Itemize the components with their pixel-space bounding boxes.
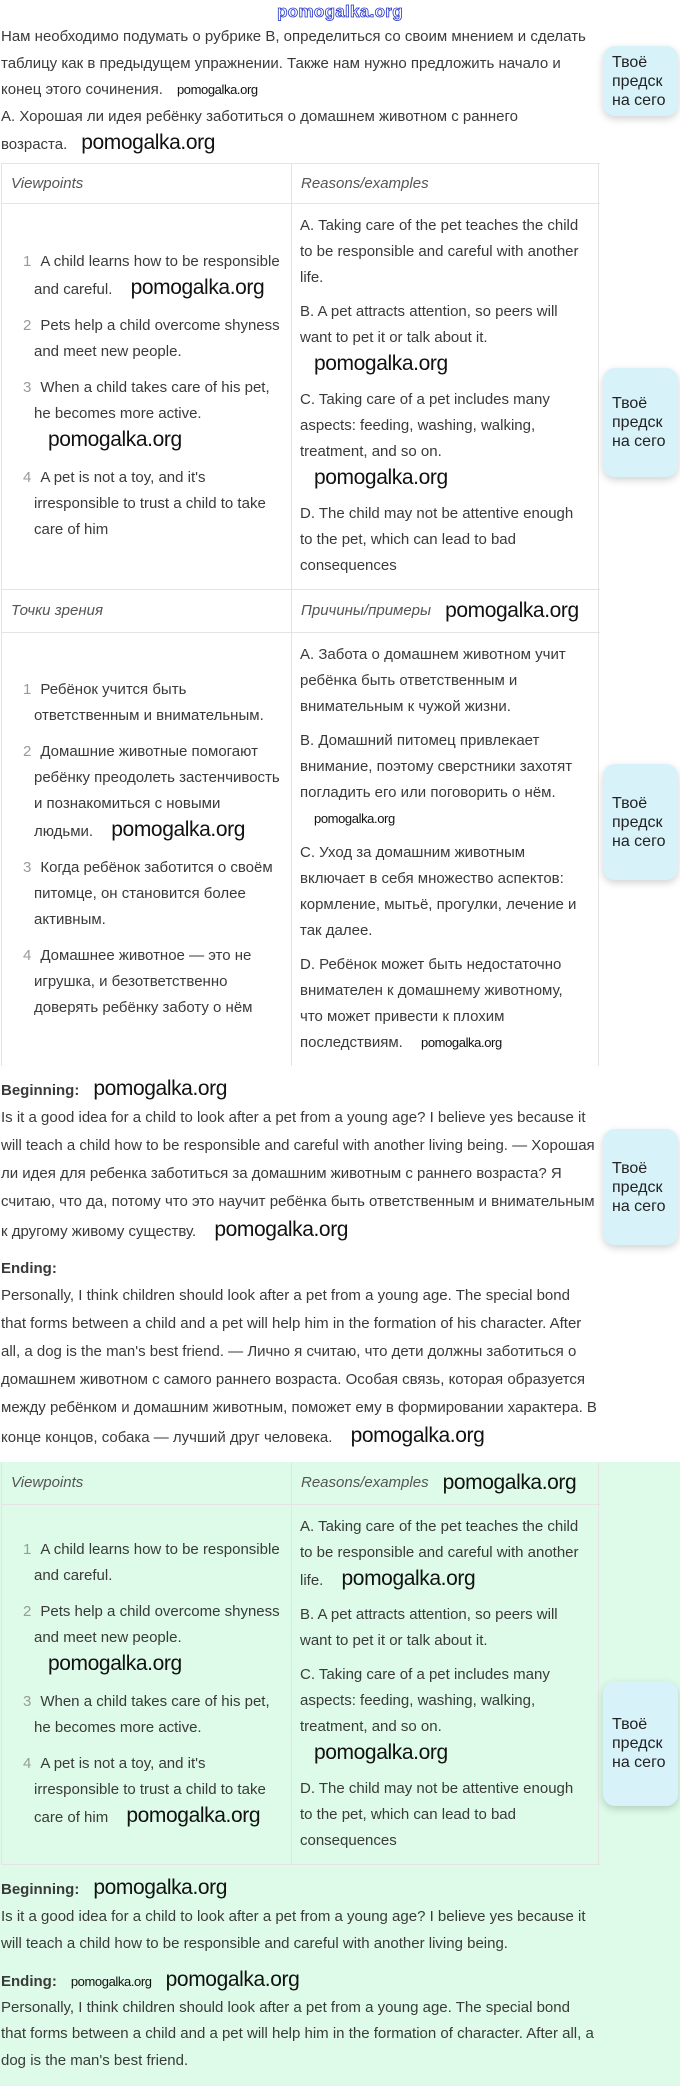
reason-a: A. Taking care of the pet teaches the child to be responsible and careful with another life. [300, 213, 588, 291]
site-watermark-logo: pomogalka.org [277, 2, 403, 22]
item-text: When a child takes care of his pet, he becomes more active. [34, 379, 270, 422]
table-row [2, 632, 600, 1066]
header-viewpoints: Viewpoints [2, 164, 292, 203]
reason-c-text: C. Taking care of a pet includes many aspects: feeding, washing, walking, treatment, and so on. [300, 391, 550, 460]
list-item [34, 1751, 281, 1831]
reason-a [300, 1514, 588, 1594]
reason-c-text: C. Taking care of a pet includes many aspects: feeding, washing, walking, treatment, and so on. [300, 1666, 550, 1735]
bubble-text: на сего [612, 1753, 678, 1772]
list-item [34, 1599, 281, 1679]
bubble-text: предск [612, 413, 678, 432]
list-item [34, 1537, 281, 1589]
answer-content [0, 1462, 598, 2075]
reason-c [300, 1662, 588, 1768]
reason-b-ru [300, 728, 588, 832]
item-text: Когда ребёнок заботится о своём питомце, он становится более активным. [34, 859, 273, 928]
header-viewpoints: Viewpoints [2, 1462, 292, 1504]
bubble-text: на сего [612, 91, 678, 110]
watermark: pomogalka.org [314, 1741, 448, 1764]
beginning-label-text: Beginning: [1, 1082, 79, 1099]
reason-b-ru-text: В. Домашний питомец привлекает внимание, поэтому сверстники захотят погладить его или поговорить о нём. [300, 732, 572, 801]
bubble-text: на сего [612, 832, 678, 851]
item-text: Домашнее животное — это не игрушка, и безответственно доверять ребёнку заботу о нём [34, 947, 253, 1016]
watermark: pomogalka.org [93, 1876, 227, 1899]
item-number: 3 [23, 1693, 31, 1710]
item-text: A pet is not a toy, and it's irresponsible to trust a child to take care of him [34, 469, 266, 538]
item-number: 3 [23, 379, 31, 396]
item-number: 2 [23, 317, 31, 334]
question-a [1, 104, 598, 159]
watermark: pomogalka.org [126, 1804, 260, 1827]
answer-section [0, 1462, 680, 2086]
header-reasons-text: Reasons/examples [301, 1474, 429, 1491]
watermark: pomogalka.org [48, 428, 182, 451]
bubble-text: предск [612, 813, 678, 832]
bubble-text: предск [612, 1734, 678, 1753]
watermark: pomogalka.org [351, 1424, 485, 1447]
item-text: A child learns how to be responsible and careful. [34, 253, 280, 298]
reasons-cell-ru [292, 633, 599, 1066]
viewpoints-table [1, 163, 600, 1066]
watermark: pomogalka.org [421, 1035, 502, 1050]
watermark: pomogalka.org [443, 1471, 577, 1495]
watermark: pomogalka.org [314, 811, 395, 826]
beginning-label-text: Beginning: [1, 1881, 79, 1898]
reasons-cell [292, 204, 599, 589]
item-number: 1 [23, 681, 31, 698]
answer-table [1, 1462, 600, 1865]
table-header-row-ru [2, 589, 600, 632]
watermark: pomogalka.org [131, 276, 265, 299]
intro-paragraph [1, 24, 598, 104]
ending-text [1, 1282, 598, 1452]
watermark: pomogalka.org [214, 1218, 348, 1241]
table-header-row [2, 1462, 600, 1504]
reason-c [300, 387, 588, 493]
reason-b: B. A pet attracts attention, so peers will want to pet it or talk about it. [300, 1602, 588, 1654]
list-item [34, 677, 281, 729]
bubble-text: на сего [612, 1197, 678, 1216]
list-item [34, 313, 281, 365]
reasons-cell [292, 1505, 599, 1864]
bubble-text: предск [612, 72, 678, 91]
bubble-text: предск [612, 1178, 678, 1197]
list-item [34, 739, 281, 845]
item-text: Ребёнок учится быть ответственным и внимательным. [34, 681, 264, 724]
list-item [34, 465, 281, 543]
item-text: A pet is not a toy, and it's irresponsible to trust a child to take care of him [34, 1755, 266, 1826]
beginning-text: Is it a good idea for a child to look after a pet from a young age? I believe yes because it will teach a child how to be responsible and careful with another living being. [1, 1903, 598, 1957]
item-number: 2 [23, 1603, 31, 1620]
ending-text-body: Personally, I think children should look after a pet from a young age. The special bond that forms between a child and a pet will help him in the formation of his character. After all, a dog is the man's best friend. — Лично я считаю, что дети должны заботиться о домашнем животном с самого раннего возраста. Особая связь, которая образуется между ребёнком и домашним животным, поможет ему в формировании характера. В конце концов, собака — лучший друг человека. [1, 1287, 597, 1446]
watermark: pomogalka.org [342, 1567, 476, 1590]
table-row [2, 203, 600, 589]
reason-d: D. The child may not be attentive enough to the pet, which can lead to bad consequences [300, 1776, 588, 1854]
item-number: 4 [23, 1755, 31, 1772]
ending-label-text: Ending: [1, 1973, 57, 1990]
watermark: pomogalka.org [111, 818, 245, 841]
ending-text: Personally, I think children should look after a pet from a young age. The special bond that forms between a child and a pet will help him in the formation of character. After all, a dog is the man's best friend. [1, 1995, 598, 2075]
intro-text [1, 24, 598, 159]
ending-label: Ending: [1, 1256, 598, 1282]
beginning-label [1, 1076, 598, 1104]
beginning-label [1, 1875, 598, 1903]
item-text: Pets help a child overcome shyness and meet new people. [34, 1603, 280, 1646]
item-text: When a child takes care of his pet, he becomes more active. [34, 1693, 270, 1736]
header-reasons-ru-text: Причины/примеры [301, 602, 431, 619]
item-number: 4 [23, 469, 31, 486]
content [0, 24, 598, 1452]
item-number: 2 [23, 743, 31, 760]
header-reasons [292, 1462, 599, 1504]
header-reasons: Reasons/examples [292, 164, 599, 203]
table-header-row [2, 163, 600, 203]
item-text: A child learns how to be responsible and careful. [34, 1541, 280, 1584]
watermark: pomogalka.org [314, 466, 448, 489]
list-item [34, 855, 281, 933]
reason-b-text: B. A pet attracts attention, so peers will want to pet it or talk about it. [300, 303, 558, 346]
prediction-bubble[interactable] [603, 764, 678, 880]
prediction-bubble[interactable] [603, 368, 678, 477]
viewpoints-cell [2, 204, 292, 589]
item-number: 1 [23, 1541, 31, 1558]
reason-d-ru [300, 952, 588, 1056]
beginning-text-body: Is it a good idea for a child to look after a pet from a young age? I believe yes because it will teach a child how to be responsible and careful with another living being. — Хорошая ли идея для ребенка заботиться за домашним животным с раннего возраста? Я считаю, что да, потому что это научит ребёнка быть ответственным и внимательным к другому живому существу. [1, 1109, 595, 1240]
watermark: pomogalka.org [93, 1077, 227, 1100]
header-viewpoints-ru: Точки зрения [2, 590, 292, 632]
watermark: pomogalka.org [177, 82, 258, 97]
watermark: pomogalka.org [166, 1968, 300, 1991]
watermark: pomogalka.org [71, 1974, 152, 1989]
list-item [34, 943, 281, 1021]
intro-paragraph-text: Нам необходимо подумать о рубрике В, определиться со своим мнением и сделать таблицу как в предыдущем упражнении. Также нам нужно предложить начало и конец этого сочинения. [1, 28, 586, 98]
reason-c-ru: С. Уход за домашним животным включает в себя множество аспектов: кормление, мытьё, прогулки, лечение и так далее. [300, 840, 588, 944]
bubble-text: на сего [612, 432, 678, 451]
item-text: Pets help a child overcome shyness and meet new people. [34, 317, 280, 360]
watermark: pomogalka.org [81, 131, 215, 154]
list-item [34, 249, 281, 303]
prediction-bubble[interactable] [603, 1681, 678, 1806]
logo-row [0, 0, 680, 24]
item-text: Домашние животные помогают ребёнку преодолеть застенчивость и познакомиться с новыми людьми. [34, 743, 280, 840]
bubble-text: Твоё [612, 394, 678, 413]
beginning-text [1, 1104, 598, 1246]
ending-label [1, 1967, 598, 1995]
reason-b [300, 299, 588, 379]
table-row [2, 1504, 600, 1865]
watermark: pomogalka.org [48, 1652, 182, 1675]
reason-d-ru-text: D. Ребёнок может быть недостаточно внимателен к домашнему животному, что может привести к плохим последствиям. [300, 956, 563, 1051]
prediction-bubble[interactable] [603, 46, 678, 116]
bubble-text: Твоё [612, 1715, 678, 1734]
watermark: pomogalka.org [314, 352, 448, 375]
header-reasons-ru [292, 590, 599, 632]
bubble-text: Твоё [612, 794, 678, 813]
bubble-text: Твоё [612, 53, 678, 72]
bubble-text: Твоё [612, 1159, 678, 1178]
list-item [34, 1689, 281, 1741]
question-a-text: A. Хорошая ли идея ребёнку заботиться о домашнем животном с раннего возраста. [1, 108, 518, 154]
viewpoints-cell-ru [2, 633, 292, 1066]
reason-a-ru: А. Забота о домашнем животном учит ребёнка быть ответственным и внимательным к чужой жизни. [300, 642, 588, 720]
watermark: pomogalka.org [445, 599, 579, 623]
viewpoints-cell [2, 1505, 292, 1864]
item-number: 1 [23, 253, 31, 270]
prediction-bubble[interactable] [603, 1129, 678, 1245]
item-number: 4 [23, 947, 31, 964]
item-number: 3 [23, 859, 31, 876]
reason-a-text: A. Taking care of the pet teaches the child to be responsible and careful with another life. [300, 1518, 579, 1589]
reason-d: D. The child may not be attentive enough to the pet, which can lead to bad consequences [300, 501, 588, 579]
list-item [34, 375, 281, 455]
